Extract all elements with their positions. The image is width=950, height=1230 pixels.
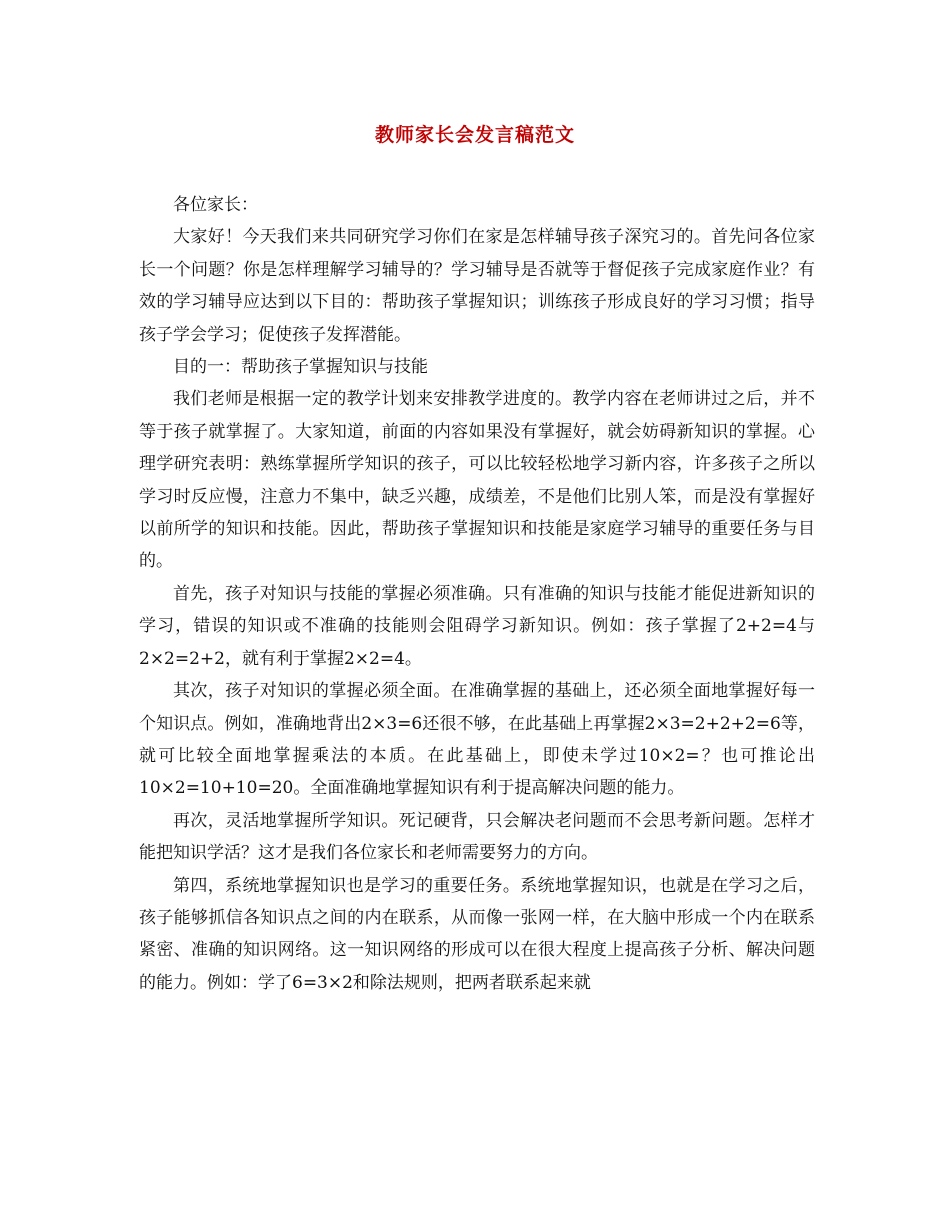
section-heading: 目的一：帮助孩子掌握知识与技能 bbox=[173, 357, 428, 378]
salutation-paragraph: 各位家长： bbox=[173, 195, 258, 215]
intro-paragraph: 大家好！今天我们来共同研究学习你们在家是怎样辅导孩子深究习的。首先问各位家长一个问题？你是怎样理解学习辅导的？学习辅导是否就等于督促孩子完成家庭作业？有效的学习辅导应达到以下目的：帮助孩子掌握知识；训练孩子形成良好的学习习惯；指导孩子学会学习；促使孩子发挥潜能。 bbox=[139, 227, 815, 345]
body-paragraph: 首先，孩子对知识与技能的掌握必须准确。只有准确的知识与技能才能促进新知识的学习，错误的知识或不准确的技能则会阻碍学习新知识。例如：孩子掌握了2+2=4与2×2=2+2，就有利于掌握2×2=4。 bbox=[139, 583, 815, 669]
document-title: 教师家长会发言稿范文 bbox=[374, 124, 575, 146]
document-body bbox=[139, 189, 815, 999]
body-paragraph: 其次，孩子对知识的掌握必须全面。在准确掌握的基础上，还必须全面地掌握好每一个知识点。例如，准确地背出2×3=6还很不够，在此基础上再掌握2×3=2+2+2=6等，就可比较全面地掌握乘法的本质。在此基础上，即使未学过10×2=？也可推论出10×2=10+10=20。全面准确地掌握知识有利于提高解决问题的能力。 bbox=[139, 681, 815, 799]
body-paragraph: 我们老师是根据一定的教学计划来安排教学进度的。教学内容在老师讲过之后，并不等于孩子就掌握了。大家知道，前面的内容如果没有掌握好，就会妨碍新知识的掌握。心理学研究表明：熟练掌握所学知识的孩子，可以比较轻松地学习新内容，许多孩子之所以学习时反应慢，注意力不集中，缺乏兴趣，成绩差，不是他们比别人笨，而是没有掌握好以前所学的知识和技能。因此，帮助孩子掌握知识和技能是家庭学习辅导的重要任务与目的。 bbox=[139, 389, 815, 572]
body-paragraph: 第四，系统地掌握知识也是学习的重要任务。系统地掌握知识，也就是在学习之后，孩子能够抓信各知识点之间的内在联系，从而像一张网一样，在大脑中形成一个内在联系紧密、准确的知识网络。这一知识网络的形成可以在很大程度上提高孩子分析、解决问题的能力。例如：学了6=3×2和除法规则，把两者联系起来就 bbox=[139, 875, 815, 993]
body-paragraph: 再次，灵活地掌握所学知识。死记硬背，只会解决老问题而不会思考新问题。怎样才能把知识学活？这才是我们各位家长和老师需要努力的方向。 bbox=[139, 810, 815, 864]
